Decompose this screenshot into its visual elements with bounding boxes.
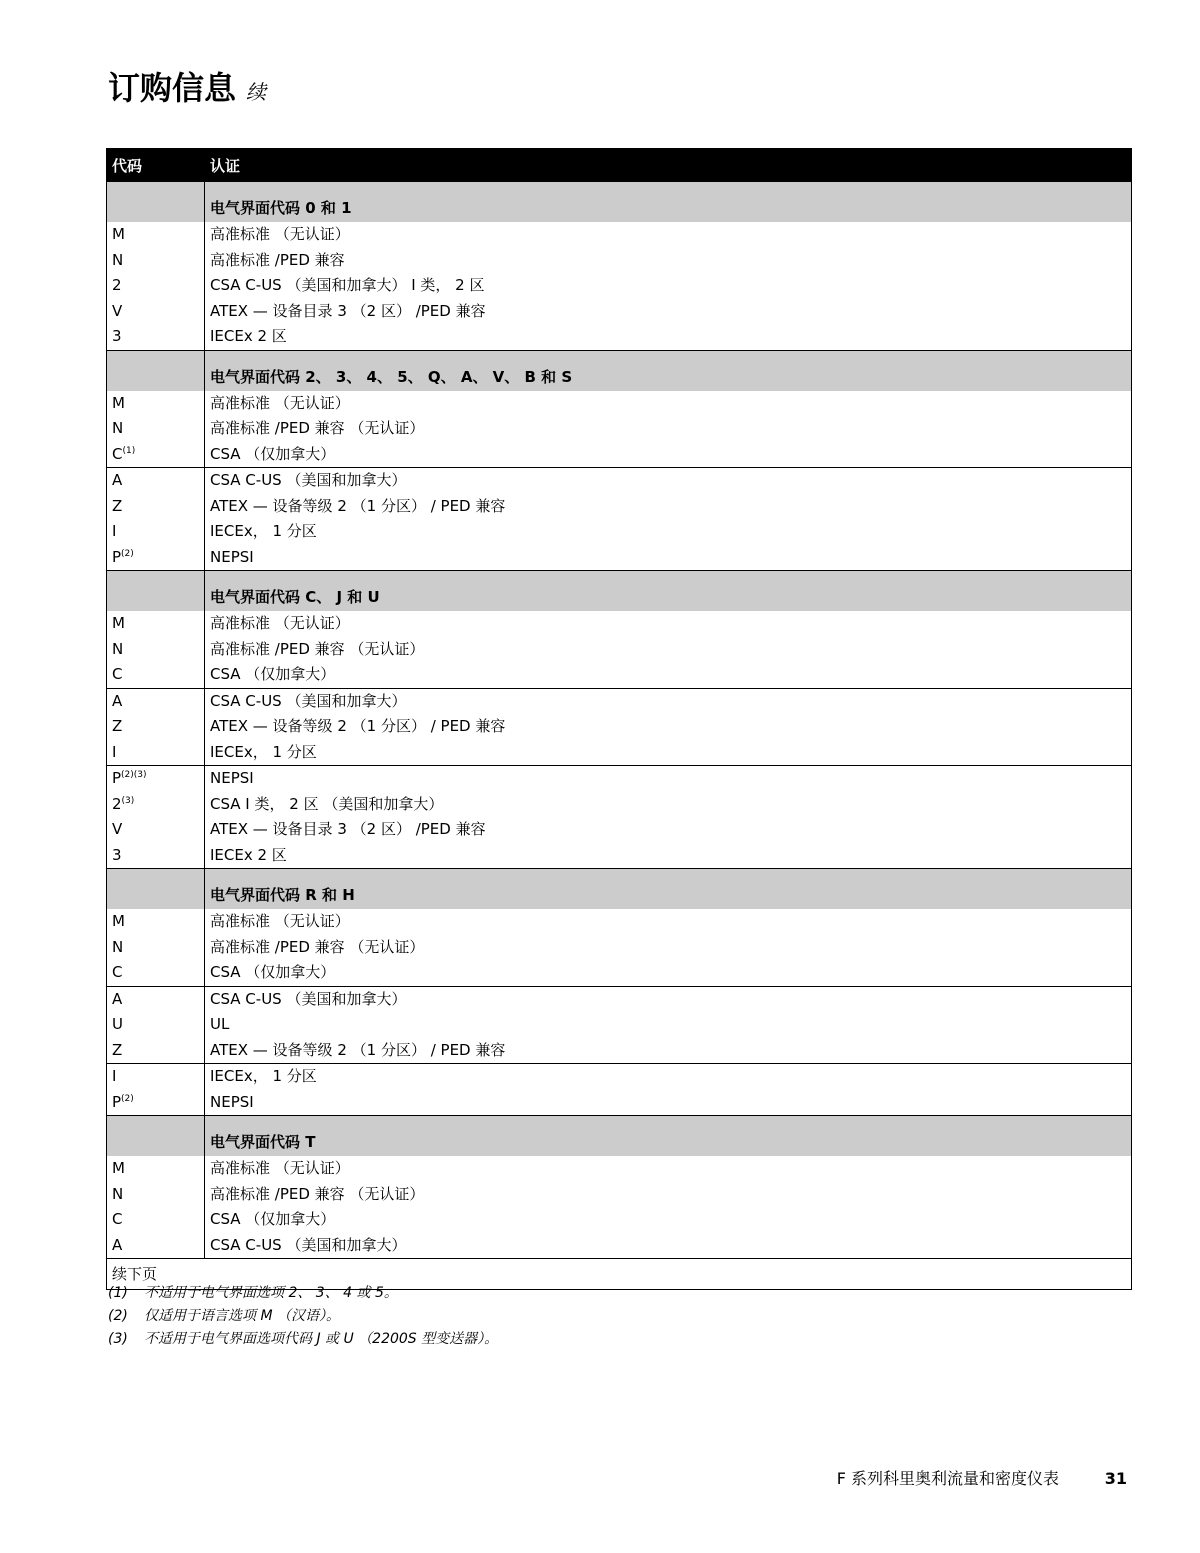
code-value: U xyxy=(112,1015,123,1033)
code-cell xyxy=(107,519,205,545)
group-code-cell xyxy=(107,1116,205,1156)
code-value: P xyxy=(112,769,122,787)
code-cell xyxy=(107,987,205,1013)
code-block xyxy=(107,1063,1131,1115)
table-row xyxy=(107,817,1131,843)
table-row xyxy=(107,1233,1131,1259)
code-value: N xyxy=(112,250,124,269)
table-row xyxy=(107,843,1131,869)
cert-cell: 高准标准 /PED 兼容 （无认证） xyxy=(210,1184,425,1203)
footnote xyxy=(108,1305,498,1328)
footer-doc-title: F 系列科里奥利流量和密度仪表 xyxy=(836,1469,1059,1488)
cert-cell: CSA C-US （美国和加拿大） xyxy=(210,691,407,710)
table-row xyxy=(107,442,1131,468)
footnote-text: 不适用于电气界面选项代码 J 或 U （2200S 型变送器）。 xyxy=(144,1331,499,1347)
code-cell xyxy=(107,391,205,417)
code-cell xyxy=(107,689,205,715)
cert-cell: ATEX — 设备目录 3 （2 区） /PED 兼容 xyxy=(210,820,486,838)
code-value: C xyxy=(112,444,123,463)
code-value: C xyxy=(112,963,123,981)
cert-cell: ATEX — 设备等级 2 （1 分区） / PED 兼容 xyxy=(210,496,506,515)
page-title-suffix: 续 xyxy=(246,80,267,104)
footnote-ref: (3) xyxy=(121,795,135,806)
code-value: Z xyxy=(112,496,123,515)
code-cell xyxy=(107,1064,205,1090)
header-cert: 认证 xyxy=(210,156,241,175)
cert-cell: UL xyxy=(210,1015,230,1033)
code-cell xyxy=(107,909,205,935)
footnote xyxy=(108,1282,498,1305)
code-block xyxy=(107,222,1131,350)
code-value: I xyxy=(112,742,117,761)
footnotes xyxy=(108,1282,498,1351)
code-value: 3 xyxy=(112,327,122,345)
table-row xyxy=(107,792,1131,818)
footnote-ref: (1) xyxy=(122,445,136,456)
code-block xyxy=(107,391,1131,468)
table-row xyxy=(107,935,1131,961)
code-block xyxy=(107,611,1131,688)
cert-cell: NEPSI xyxy=(210,1092,254,1111)
table-row xyxy=(107,248,1131,274)
code-value: M xyxy=(112,912,125,930)
code-cell xyxy=(107,935,205,961)
group-header-row xyxy=(107,570,1131,611)
code-value: P xyxy=(112,547,122,566)
code-value: I xyxy=(112,522,117,540)
cert-cell: 高准标准 （无认证） xyxy=(210,225,350,243)
group-header-row xyxy=(107,350,1131,391)
code-block xyxy=(107,986,1131,1064)
code-block xyxy=(107,467,1131,570)
code-cell xyxy=(107,1233,205,1259)
header-code: 代码 xyxy=(112,156,143,175)
code-cell xyxy=(107,637,205,663)
code-cell xyxy=(107,714,205,740)
code-value: M xyxy=(112,614,125,632)
code-cell xyxy=(107,324,205,350)
cert-cell: CSA （仅加拿大） xyxy=(210,444,336,463)
table-row xyxy=(107,909,1131,935)
code-cell xyxy=(107,1156,205,1182)
code-cell xyxy=(107,1182,205,1208)
cert-cell: IECEx 2 区 xyxy=(210,845,287,864)
group-code-cell xyxy=(107,351,205,391)
group-header-row xyxy=(107,1115,1131,1156)
cert-cell: CSA I 类， 2 区 （美国和加拿大） xyxy=(210,794,444,813)
code-block xyxy=(107,765,1131,868)
code-cell xyxy=(107,611,205,637)
code-cell xyxy=(107,1207,205,1233)
code-value: 2 xyxy=(112,276,122,294)
table-row xyxy=(107,987,1131,1013)
table-row xyxy=(107,1038,1131,1064)
table-row xyxy=(107,545,1131,571)
table-row xyxy=(107,960,1131,986)
code-cell xyxy=(107,960,205,986)
table-row xyxy=(107,689,1131,715)
code-cell xyxy=(107,494,205,520)
footnote-mark: (1) xyxy=(108,1285,128,1301)
code-value: A xyxy=(112,691,123,710)
code-cell xyxy=(107,273,205,299)
cert-cell: IECEx， 1 分区 xyxy=(210,1067,317,1085)
code-value: N xyxy=(112,639,124,658)
code-value: 3 xyxy=(112,845,122,864)
code-value: C xyxy=(112,1210,123,1228)
footnote-mark: (2) xyxy=(108,1308,128,1324)
code-block xyxy=(107,688,1131,766)
code-value: 2 xyxy=(112,794,122,813)
code-cell xyxy=(107,442,205,468)
code-value: M xyxy=(112,225,125,243)
cert-cell: IECEx， 1 分区 xyxy=(210,522,317,540)
cert-cell: NEPSI xyxy=(210,769,254,787)
footnote-ref: (2)(3) xyxy=(121,770,147,780)
table-row xyxy=(107,391,1131,417)
cert-cell: 高准标准 /PED 兼容 （无认证） xyxy=(210,937,425,956)
table-row xyxy=(107,1182,1131,1208)
code-value: N xyxy=(112,1184,124,1203)
code-value: Z xyxy=(112,1040,123,1059)
table-row xyxy=(107,222,1131,248)
table-row xyxy=(107,468,1131,494)
ordering-table xyxy=(106,148,1132,1290)
cert-cell: CSA （仅加拿大） xyxy=(210,665,336,683)
code-value: A xyxy=(112,471,123,489)
cert-cell: IECEx， 1 分区 xyxy=(210,742,317,761)
code-cell xyxy=(107,1038,205,1064)
table-row xyxy=(107,1064,1131,1090)
table-row xyxy=(107,273,1131,299)
code-value: V xyxy=(112,301,123,320)
cert-cell: CSA C-US （美国和加拿大） I 类， 2 区 xyxy=(210,276,485,294)
table-body xyxy=(107,181,1131,1258)
table-row xyxy=(107,637,1131,663)
cert-cell: ATEX — 设备目录 3 （2 区） /PED 兼容 xyxy=(210,301,486,320)
code-value: A xyxy=(112,1235,123,1254)
code-cell xyxy=(107,1012,205,1038)
table-row xyxy=(107,740,1131,766)
code-cell xyxy=(107,545,205,571)
code-value: M xyxy=(112,393,125,412)
continued-label: 续下页 xyxy=(107,1258,1131,1289)
cert-cell: ATEX — 设备等级 2 （1 分区） / PED 兼容 xyxy=(210,717,506,735)
group-title: 电气界面代码 2、 3、 4、 5、 Q、 A、 V、 B 和 S xyxy=(205,351,1131,391)
group-title: 电气界面代码 R 和 H xyxy=(205,869,1131,909)
group-header-row xyxy=(107,181,1131,222)
code-cell xyxy=(107,766,205,792)
code-cell xyxy=(107,817,205,843)
cert-cell: 高准标准 /PED 兼容 （无认证） xyxy=(210,639,425,658)
table-row xyxy=(107,519,1131,545)
code-value: Z xyxy=(112,717,123,735)
group-code-cell xyxy=(107,182,205,222)
code-value: N xyxy=(112,937,124,956)
cert-cell: CSA C-US （美国和加拿大） xyxy=(210,989,407,1008)
code-cell xyxy=(107,740,205,766)
group-header-row xyxy=(107,868,1131,909)
table-row xyxy=(107,714,1131,740)
code-value: A xyxy=(112,989,123,1008)
table-row xyxy=(107,766,1131,792)
cert-cell: 高准标准 （无认证） xyxy=(210,614,350,632)
cert-cell: CSA （仅加拿大） xyxy=(210,1210,336,1228)
code-value: N xyxy=(112,419,124,437)
code-cell xyxy=(107,662,205,688)
group-title: 电气界面代码 C、 J 和 U xyxy=(205,571,1131,611)
cert-cell: IECEx 2 区 xyxy=(210,327,287,345)
cert-cell: 高准标准 /PED 兼容 （无认证） xyxy=(210,419,425,437)
footnote-ref: (2) xyxy=(121,1093,134,1104)
code-block xyxy=(107,909,1131,986)
footnote-text: 仅适用于语言选项 M （汉语）。 xyxy=(144,1308,340,1324)
footnote-text: 不适用于电气界面选项 2、 3、 4 或 5。 xyxy=(144,1285,398,1301)
code-cell xyxy=(107,222,205,248)
page-number: 31 xyxy=(1104,1469,1127,1488)
code-value: P xyxy=(112,1092,122,1111)
code-value: M xyxy=(112,1159,125,1177)
table-row xyxy=(107,324,1131,350)
code-cell xyxy=(107,468,205,494)
cert-cell: ATEX — 设备等级 2 （1 分区） / PED 兼容 xyxy=(210,1040,506,1059)
cert-cell: 高准标准 （无认证） xyxy=(210,1159,350,1177)
group-title: 电气界面代码 0 和 1 xyxy=(205,182,1131,222)
footnote-ref: (2) xyxy=(121,548,134,559)
code-value: V xyxy=(112,820,123,838)
table-row xyxy=(107,1156,1131,1182)
cert-cell: NEPSI xyxy=(210,547,254,566)
page-footer xyxy=(0,1466,1200,1492)
code-value: I xyxy=(112,1067,117,1085)
table-row xyxy=(107,299,1131,325)
table-row xyxy=(107,416,1131,442)
page-title-text: 订购信息 xyxy=(108,69,237,107)
group-title: 电气界面代码 T xyxy=(205,1116,1131,1156)
code-cell xyxy=(107,299,205,325)
code-cell xyxy=(107,1090,205,1116)
cert-cell: 高准标准 /PED 兼容 xyxy=(210,250,345,269)
table-row xyxy=(107,611,1131,637)
code-block xyxy=(107,1156,1131,1258)
cert-cell: CSA C-US （美国和加拿大） xyxy=(210,471,407,489)
code-cell xyxy=(107,248,205,274)
group-code-cell xyxy=(107,571,205,611)
footnote xyxy=(108,1328,498,1351)
table-row xyxy=(107,1012,1131,1038)
group-code-cell xyxy=(107,869,205,909)
footnote-mark: (3) xyxy=(108,1331,128,1347)
cert-cell: CSA （仅加拿大） xyxy=(210,963,336,981)
cert-cell: 高准标准 （无认证） xyxy=(210,912,350,930)
code-cell xyxy=(107,416,205,442)
code-value: C xyxy=(112,665,123,683)
cert-cell: CSA C-US （美国和加拿大） xyxy=(210,1235,407,1254)
table-row xyxy=(107,1090,1131,1116)
table-row xyxy=(107,494,1131,520)
code-cell xyxy=(107,792,205,818)
cert-cell: 高准标准 （无认证） xyxy=(210,393,350,412)
table-row xyxy=(107,1207,1131,1233)
code-cell xyxy=(107,843,205,869)
table-row xyxy=(107,662,1131,688)
page-title xyxy=(108,64,266,116)
table-header xyxy=(107,149,1131,181)
